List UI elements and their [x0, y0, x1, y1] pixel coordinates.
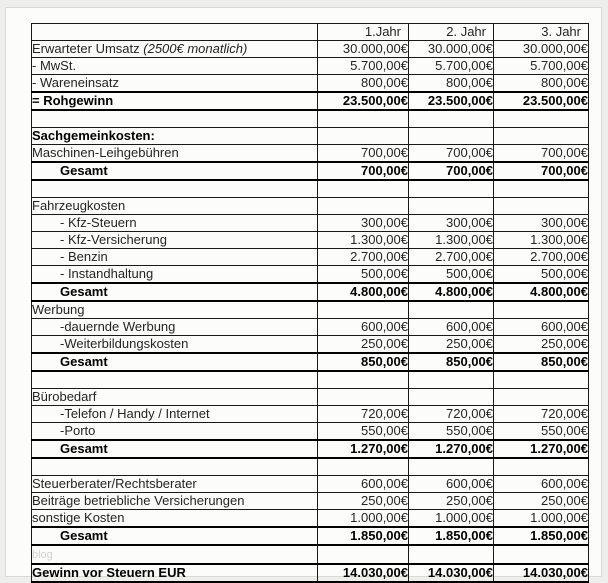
table-row	[32, 232, 589, 249]
row-label	[32, 198, 318, 215]
table-row	[32, 249, 589, 266]
value-cell-year3: 23.500,00€	[494, 92, 589, 110]
row-label	[32, 406, 318, 423]
value-cell-year2	[409, 301, 494, 319]
value-cell-year2: 1.300,00€	[409, 232, 494, 249]
value-cell-year3: 1.270,00€	[494, 440, 589, 458]
value-cell-year2: 800,00€	[409, 75, 494, 93]
value-cell-year3: 850,00€	[494, 353, 589, 371]
table-row	[32, 145, 589, 163]
table-row	[32, 266, 589, 284]
row-label	[32, 249, 318, 266]
row-label	[32, 283, 318, 301]
row-label-text: Gesamt	[60, 284, 108, 299]
row-label	[32, 301, 318, 319]
value-cell-year1: 700,00€	[318, 145, 409, 163]
value-cell-year2	[409, 545, 494, 564]
watermark-text: blog	[32, 549, 53, 561]
row-label	[32, 493, 318, 510]
row-label-text: - Wareneinsatz	[32, 75, 119, 90]
value-cell-year3: 1.850,00€	[494, 527, 589, 545]
row-label-text: Gewinn vor Steuern EUR	[32, 565, 186, 580]
value-cell-year1: 600,00€	[318, 319, 409, 336]
table-row	[32, 41, 589, 58]
row-label	[32, 41, 318, 58]
value-cell-year3: 30.000,00€	[494, 41, 589, 58]
value-cell-year3: 1.300,00€	[494, 232, 589, 249]
table-row	[32, 301, 589, 319]
table-row	[32, 527, 589, 545]
value-cell-year3: 4.800,00€	[494, 283, 589, 301]
row-label-text: Gesamt	[60, 441, 108, 456]
row-label	[32, 423, 318, 441]
value-cell-year3	[494, 458, 589, 476]
row-label	[32, 128, 318, 145]
value-cell-year3: 500,00€	[494, 266, 589, 284]
row-label	[32, 371, 318, 389]
document-page	[5, 7, 602, 580]
value-cell-year3: 700,00€	[494, 145, 589, 163]
value-cell-year2: 2.700,00€	[409, 249, 494, 266]
row-label-text: Maschinen-Leihgebühren	[32, 145, 179, 160]
value-cell-year3: 550,00€	[494, 423, 589, 441]
value-cell-year1: 14.030,00€	[318, 564, 409, 582]
row-label-text: -Weiterbildungskosten	[60, 336, 189, 351]
value-cell-year1: 850,00€	[318, 353, 409, 371]
table-row	[32, 198, 589, 215]
value-cell-year1: 1.000,00€	[318, 510, 409, 528]
value-cell-year3: 1.000,00€	[494, 510, 589, 528]
row-label-text: - Benzin	[60, 249, 108, 264]
value-cell-year2	[409, 371, 494, 389]
row-label-note: (2500€ monatlich)	[143, 41, 248, 56]
value-cell-year2: 300,00€	[409, 215, 494, 232]
value-cell-year1: 800,00€	[318, 75, 409, 93]
value-cell-year2	[409, 389, 494, 406]
value-cell-year3	[494, 371, 589, 389]
row-label	[32, 353, 318, 371]
table-header-row	[32, 24, 589, 41]
value-cell-year2	[409, 458, 494, 476]
row-label	[32, 92, 318, 110]
row-label	[32, 336, 318, 354]
value-cell-year1	[318, 371, 409, 389]
value-cell-year1: 2.700,00€	[318, 249, 409, 266]
row-label-text: Gesamt	[60, 163, 108, 178]
value-cell-year3: 600,00€	[494, 476, 589, 493]
table-row	[32, 510, 589, 528]
table-row	[32, 371, 589, 389]
value-cell-year3	[494, 389, 589, 406]
table-row	[32, 75, 589, 93]
value-cell-year3: 2.700,00€	[494, 249, 589, 266]
table-row	[32, 406, 589, 423]
value-cell-year2: 700,00€	[409, 162, 494, 180]
value-cell-year2	[409, 128, 494, 145]
row-label-text: -dauernde Werbung	[60, 319, 176, 334]
table-row	[32, 180, 589, 198]
value-cell-year1: 30.000,00€	[318, 41, 409, 58]
value-cell-year1: 1.270,00€	[318, 440, 409, 458]
row-label	[32, 319, 318, 336]
table-row	[32, 458, 589, 476]
table-row	[32, 423, 589, 441]
value-cell-year1: 720,00€	[318, 406, 409, 423]
financial-plan-table	[31, 23, 589, 583]
row-label-text: Erwarteter Umsatz	[32, 41, 140, 56]
value-cell-year1	[318, 389, 409, 406]
value-cell-year1: 250,00€	[318, 493, 409, 510]
value-cell-year2: 1.000,00€	[409, 510, 494, 528]
value-cell-year3: 250,00€	[494, 493, 589, 510]
value-cell-year1: 23.500,00€	[318, 92, 409, 110]
row-label	[32, 232, 318, 249]
value-cell-year1: 550,00€	[318, 423, 409, 441]
value-cell-year3	[494, 545, 589, 564]
value-cell-year2: 5.700,00€	[409, 58, 494, 75]
column-header-year3: 3. Jahr	[494, 24, 589, 41]
value-cell-year1	[318, 458, 409, 476]
value-cell-year2: 600,00€	[409, 319, 494, 336]
row-label	[32, 58, 318, 75]
row-label	[32, 458, 318, 476]
row-label-text: -Telefon / Handy / Internet	[60, 406, 210, 421]
row-label-text: = Rohgewinn	[32, 93, 114, 108]
value-cell-year2: 4.800,00€	[409, 283, 494, 301]
row-label-text: Steuerberater/Rechtsberater	[32, 476, 197, 491]
table-row	[32, 215, 589, 232]
row-label-text: sonstige Kosten	[32, 510, 125, 525]
value-cell-year3: 720,00€	[494, 406, 589, 423]
value-cell-year3: 14.030,00€	[494, 564, 589, 582]
value-cell-year3: 300,00€	[494, 215, 589, 232]
value-cell-year1: 500,00€	[318, 266, 409, 284]
value-cell-year2: 1.850,00€	[409, 527, 494, 545]
value-cell-year1: 600,00€	[318, 476, 409, 493]
value-cell-year2: 600,00€	[409, 476, 494, 493]
table-row	[32, 353, 589, 371]
row-label-text: Beiträge betriebliche Versicherungen	[32, 493, 245, 508]
column-header-empty	[32, 24, 318, 41]
row-label-text: - MwSt.	[32, 58, 77, 73]
table-row	[32, 476, 589, 493]
table-row	[32, 92, 589, 110]
value-cell-year1: 250,00€	[318, 336, 409, 354]
table-row	[32, 564, 589, 582]
row-label-text: -Porto	[60, 423, 96, 438]
value-cell-year3: 600,00€	[494, 319, 589, 336]
value-cell-year2: 500,00€	[409, 266, 494, 284]
value-cell-year2: 1.270,00€	[409, 440, 494, 458]
table-row	[32, 128, 589, 145]
value-cell-year1: 5.700,00€	[318, 58, 409, 75]
table-row	[32, 162, 589, 180]
table-row	[32, 440, 589, 458]
value-cell-year3	[494, 128, 589, 145]
column-header-year1: 1.Jahr	[318, 24, 409, 41]
row-label	[32, 564, 318, 582]
table-row	[32, 389, 589, 406]
row-label-text: Fahrzeugkosten	[32, 198, 126, 213]
value-cell-year3: 5.700,00€	[494, 58, 589, 75]
value-cell-year1	[318, 110, 409, 128]
value-cell-year1: 4.800,00€	[318, 283, 409, 301]
row-label-text: - Kfz-Versicherung	[60, 232, 167, 247]
row-label-text: Bürobedarf	[32, 389, 97, 404]
value-cell-year2	[409, 180, 494, 198]
table-body	[32, 41, 589, 583]
value-cell-year2: 250,00€	[409, 493, 494, 510]
value-cell-year2	[409, 110, 494, 128]
value-cell-year2: 14.030,00€	[409, 564, 494, 582]
row-label	[32, 75, 318, 93]
value-cell-year1	[318, 545, 409, 564]
row-label-text: Gesamt	[60, 528, 108, 543]
row-label	[32, 145, 318, 163]
row-label	[32, 180, 318, 198]
table-row	[32, 493, 589, 510]
column-header-year2: 2. Jahr	[409, 24, 494, 41]
value-cell-year1	[318, 198, 409, 215]
value-cell-year3	[494, 180, 589, 198]
row-label-text: Sachgemeinkosten:	[32, 128, 155, 143]
value-cell-year1: 1.300,00€	[318, 232, 409, 249]
value-cell-year2: 23.500,00€	[409, 92, 494, 110]
row-label	[32, 389, 318, 406]
value-cell-year1	[318, 128, 409, 145]
value-cell-year3	[494, 110, 589, 128]
row-label-text: Werbung	[32, 302, 85, 317]
value-cell-year3: 800,00€	[494, 75, 589, 93]
row-label	[32, 476, 318, 493]
value-cell-year3	[494, 301, 589, 319]
table-row	[32, 545, 589, 564]
table-row	[32, 58, 589, 75]
value-cell-year1: 1.850,00€	[318, 527, 409, 545]
value-cell-year2: 30.000,00€	[409, 41, 494, 58]
value-cell-year2	[409, 198, 494, 215]
value-cell-year3: 250,00€	[494, 336, 589, 354]
table-row	[32, 110, 589, 128]
value-cell-year1	[318, 180, 409, 198]
value-cell-year3	[494, 198, 589, 215]
row-label-text: - Kfz-Steuern	[60, 215, 137, 230]
value-cell-year2: 550,00€	[409, 423, 494, 441]
row-label	[32, 266, 318, 284]
table-row	[32, 283, 589, 301]
row-label	[32, 545, 318, 564]
row-label	[32, 510, 318, 528]
row-label-text: Gesamt	[60, 354, 108, 369]
row-label	[32, 215, 318, 232]
value-cell-year1: 300,00€	[318, 215, 409, 232]
value-cell-year1	[318, 301, 409, 319]
row-label	[32, 162, 318, 180]
value-cell-year3: 700,00€	[494, 162, 589, 180]
row-label	[32, 110, 318, 128]
table-row	[32, 336, 589, 354]
row-label	[32, 440, 318, 458]
value-cell-year1: 700,00€	[318, 162, 409, 180]
row-label	[32, 527, 318, 545]
row-label-text: - Instandhaltung	[60, 266, 154, 281]
table-row	[32, 319, 589, 336]
value-cell-year2: 850,00€	[409, 353, 494, 371]
value-cell-year2: 250,00€	[409, 336, 494, 354]
value-cell-year2: 720,00€	[409, 406, 494, 423]
value-cell-year2: 700,00€	[409, 145, 494, 163]
